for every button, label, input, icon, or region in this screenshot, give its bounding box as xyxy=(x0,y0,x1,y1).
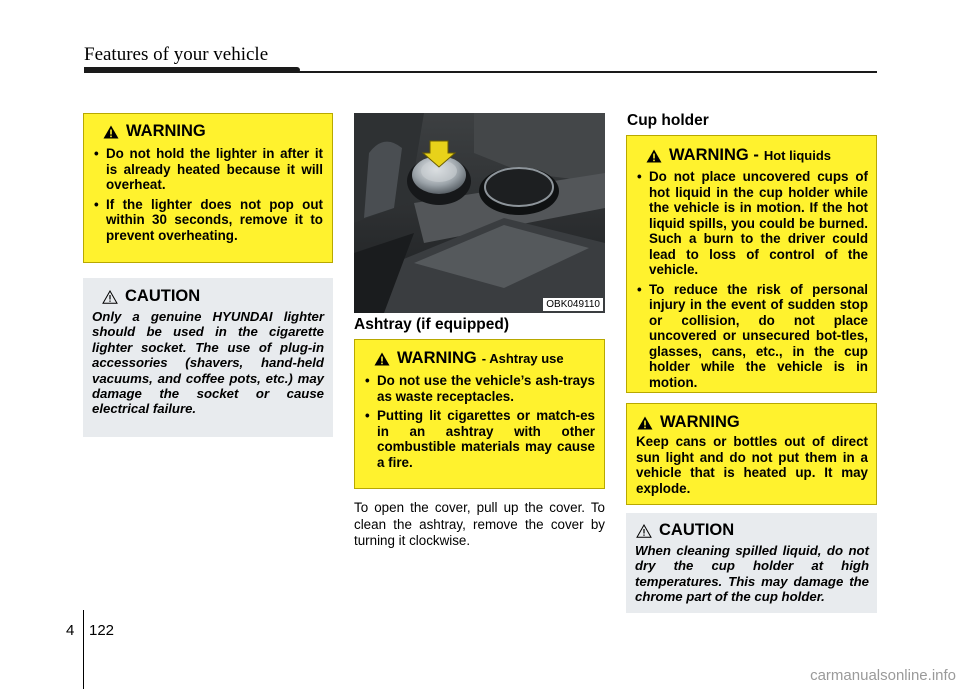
warning-heading xyxy=(374,349,595,368)
warning-subtitle: - Ashtray use xyxy=(481,351,564,366)
warning-list xyxy=(636,169,868,390)
hot-liquids-warning-box xyxy=(626,135,877,393)
caution-triangle-icon xyxy=(636,524,652,538)
chapter-number: 4 xyxy=(66,622,75,639)
lighter-caution-box xyxy=(83,278,333,437)
warning-heading xyxy=(103,122,323,141)
warning-list xyxy=(364,373,595,470)
warning-heading xyxy=(646,146,868,165)
warning-item: • Do not hold the lighter in after it is already heated because it will overheat. xyxy=(93,146,323,193)
warning-subtitle: Hot liquids xyxy=(763,148,831,163)
photo-code-label: OBK049110 xyxy=(543,298,603,311)
ashtray-warning-box xyxy=(354,339,605,489)
page-header-title: Features of your vehicle xyxy=(84,44,269,65)
caution-title: CAUTION xyxy=(125,287,201,305)
warning-triangle-icon xyxy=(374,352,390,366)
ashtray-illustration xyxy=(354,113,605,313)
caution-title: CAUTION xyxy=(659,521,735,539)
caution-heading xyxy=(636,521,869,540)
header-rule xyxy=(84,71,877,73)
warning-item: • If the lighter does not pop out within 30 seconds, remove it to prevent overheating. xyxy=(93,197,323,244)
cup-holder-caution-box xyxy=(626,513,877,613)
warning-title: WARNING xyxy=(397,349,477,367)
warning-title: WARNING xyxy=(126,122,206,140)
caution-text: When cleaning spilled liquid, do not dry the cup holder at high temperatures. This may damage the chrome part of the cup holder. xyxy=(635,543,869,605)
warning-item: • Do not place uncovered cups of hot liquid in the cup holder while the vehicle is in motion. If the hot liquid spills, you could be burned. Such a burn to the driver could lead to loss of control of the vehicle. xyxy=(636,169,868,278)
footer-divider xyxy=(83,610,84,689)
warning-triangle-icon xyxy=(646,149,662,163)
ashtray-instructions: To open the cover, pull up the cover. To clean the ashtray, remove the cover by turning it clockwise. xyxy=(354,500,605,548)
warning-triangle-icon xyxy=(103,125,119,139)
lighter-warning-box xyxy=(83,113,333,263)
watermark: carmanualsonline.info xyxy=(810,667,956,684)
warning-title: WARNING xyxy=(660,413,740,431)
page-number: 122 xyxy=(89,622,115,639)
warning-list xyxy=(93,146,323,243)
warning-triangle-icon xyxy=(637,416,653,430)
caution-heading xyxy=(102,287,324,306)
warning-title: WARNING - xyxy=(669,146,759,164)
warning-heading xyxy=(637,413,868,432)
warning-item: • To reduce the risk of personal injury in the event of sudden stop or collision, do not place uncovered or unsecured bot-tles, glasses, cans, etc., in the cup holder while the vehicle is in motion. xyxy=(636,282,868,391)
cup-holder-section-title: Cup holder xyxy=(627,112,709,129)
ashtray-photo xyxy=(354,113,605,313)
caution-text: Only a genuine HYUNDAI lighter should be used in the cigarette lighter socket. The use of plug-in accessories (shavers, hand-held vacuums, and coffee pots, etc.) may damage the socket or cause electrical failure. xyxy=(92,309,324,417)
warning-item: • Putting lit cigarettes or match-es in an ashtray with other combustible materials may cause a fire. xyxy=(364,408,595,470)
warning-item: • Do not use the vehicle’s ash-trays as waste receptacles. xyxy=(364,373,595,404)
warning-text: Keep cans or bottles out of direct sun light and do not put them in a vehicle that is heated up. It may explode. xyxy=(636,434,868,496)
caution-triangle-icon xyxy=(102,290,118,304)
ashtray-section-title: Ashtray (if equipped) xyxy=(354,316,510,333)
heat-warning-box xyxy=(626,403,877,505)
